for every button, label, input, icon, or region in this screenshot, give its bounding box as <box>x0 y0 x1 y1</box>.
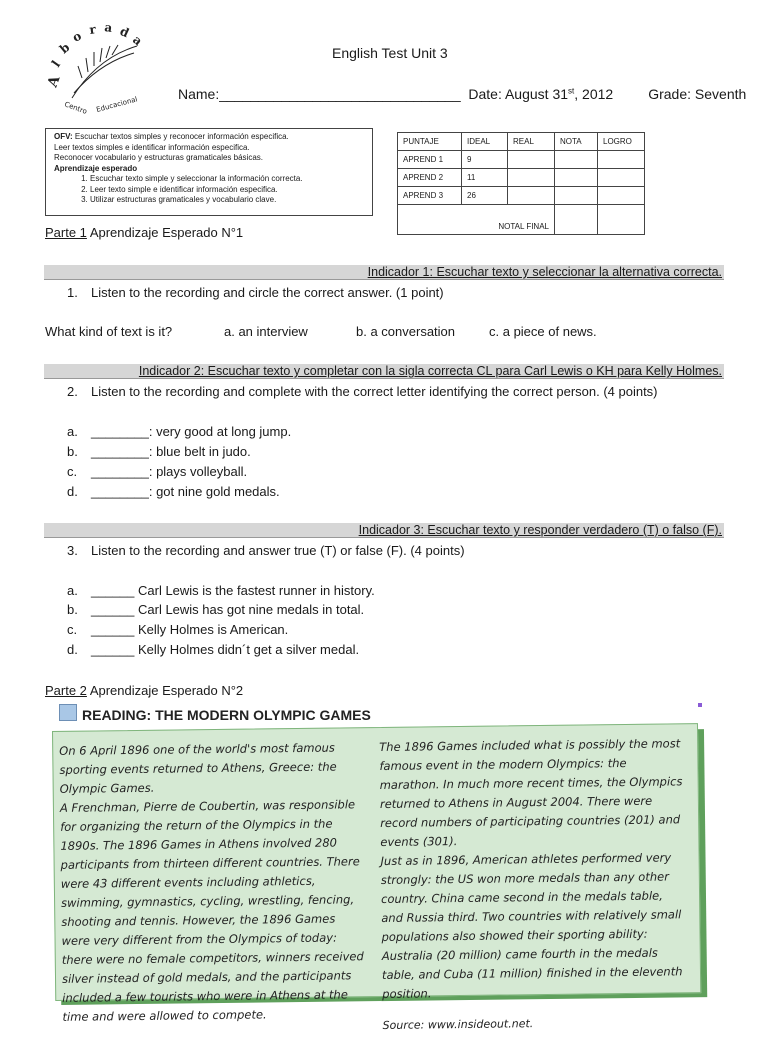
part1-heading: Parte 1 Aprendizaje Esperado N°1 <box>45 225 244 240</box>
indicator-1-bar: Indicador 1: Escuchar texto y seleccionar la alternativa correcta. <box>44 265 724 280</box>
item-letter: b. <box>67 602 78 617</box>
part2-heading: Parte 2 Aprendizaje Esperado N°2 <box>45 683 244 698</box>
table-final-row <box>398 205 645 235</box>
reading-column-1 <box>59 738 367 1027</box>
svg-text:a: a <box>103 20 114 36</box>
svg-text:Centro: Centro <box>63 100 89 116</box>
question-1-text: Listen to the recording and circle the correct answer. (1 point) <box>91 285 444 300</box>
grade-label: Grade: Seventh <box>648 86 747 102</box>
marker-dot <box>698 703 702 707</box>
indicator-3-bar: Indicador 3: Escuchar texto y responder verdadero (T) o falso (F). <box>44 523 724 538</box>
item-letter: a. <box>67 583 78 598</box>
option-c: c. a piece of news. <box>489 324 597 339</box>
item-letter: d. <box>67 484 78 499</box>
item-text: ________: very good at long jump. <box>91 424 292 439</box>
svg-text:l: l <box>48 57 64 70</box>
list-item: 2. Leer texto simple e identificar información especifica. <box>90 185 364 196</box>
indicator-2-bar: Indicador 2: Escuchar texto y completar con la sigla correcta CL para Carl Lewis o KH para Kelly Holmes. <box>44 364 724 379</box>
test-title: English Test Unit 3 <box>332 45 448 61</box>
option-b: b. a conversation <box>356 324 456 339</box>
name-blank: _______________________________ <box>219 86 461 102</box>
item-letter: c. <box>67 622 78 637</box>
item-letter: d. <box>67 642 78 657</box>
table-row: APREND 2 11 <box>398 169 645 187</box>
item-text: ________: plays volleyball. <box>91 464 248 479</box>
objectives-heading: Aprendizaje esperado <box>54 163 138 173</box>
table-row: APREND 1 9 <box>398 151 645 169</box>
item-text: ______ Kelly Holmes didn´t get a silver medal. <box>91 642 360 657</box>
date-label: Date: August 31st, 2012 <box>468 86 614 102</box>
item-letter: b. <box>67 444 78 459</box>
question-2-text: Listen to the recording and complete with the correct letter identifying the correct person. (4 points) <box>91 384 658 399</box>
option-a: a. an interview <box>224 324 308 339</box>
item-letter: a. <box>67 424 78 439</box>
reading-column-2 <box>379 734 688 1035</box>
item-letter: c. <box>67 464 78 479</box>
question-1-number: 1. <box>67 285 78 300</box>
score-table <box>397 132 645 235</box>
svg-text:a: a <box>130 32 146 49</box>
objectives-box: OFV: Escuchar textos simples y reconocer información especifica. Leer textos simples e identificar información especifica. Reconocer vocabulario y estructuras gramaticales básicas. Aprendizaje esperado 1. Escuchar texto simple y seleccionar la información correcta. 2. Leer texto simple e identificar información especifica. 3. Utilizar estructuras gramaticales y vocabulario clave. <box>45 128 373 216</box>
question-2-number: 2. <box>67 384 78 399</box>
reading-source: Source: www.insideout.net. <box>382 1017 534 1032</box>
svg-text:d: d <box>117 24 132 41</box>
item-text: ______ Carl Lewis is the fastest runner in history. <box>91 583 375 598</box>
svg-text:A: A <box>44 73 64 90</box>
student-info-line <box>178 86 746 102</box>
name-label: Name: <box>178 86 220 102</box>
list-item: 1. Escuchar texto simple y seleccionar la información correcta. <box>90 174 364 185</box>
svg-text:b: b <box>56 40 73 57</box>
question-3-text: Listen to the recording and answer true (T) or false (F). (4 points) <box>91 543 465 558</box>
final-grade-label: NOTAL FINAL <box>398 205 555 235</box>
question-1-prompt: What kind of text is it? <box>45 324 173 339</box>
item-text: ______ Carl Lewis has got nine medals in total. <box>91 602 365 617</box>
objectives-list <box>54 174 364 206</box>
svg-text:o: o <box>70 28 84 45</box>
table-header-row: PUNTAJE IDEAL REAL NOTA LOGRO <box>398 133 645 151</box>
school-logo <box>42 18 162 118</box>
reading-text-2: The 1896 Games included what is possibly the most famous event in the modern Olympics: the marathon. In much more recent times, the Olympics returned to Athens in August 2004. There were record numbers of participating countries (201) and events (301). Just as in 1896, American athletes performed very strongly: the US won more medals than any other country. China came second in the medals table, and Russia third. Two countries with relatively small populations also showed their sporting ability: Australia (20 million) came fourth in the medals table, and Cuba (11 million) finished in the eleventh position. <box>379 736 683 1001</box>
svg-text:Educacional: Educacional <box>95 95 139 114</box>
svg-text:r: r <box>88 22 97 37</box>
item-text: ________: got nine gold medals. <box>91 484 280 499</box>
reading-square-icon <box>59 704 77 721</box>
reading-panel <box>52 723 701 1032</box>
item-text: ______ Kelly Holmes is American. <box>91 622 289 637</box>
list-item: 3. Utilizar estructuras gramaticales y vocabulario clave. <box>90 195 364 206</box>
item-text: ________: blue belt in judo. <box>91 444 251 459</box>
table-row: APREND 3 26 <box>398 187 645 205</box>
reading-text-1: On 6 April 1896 one of the world's most famous sporting events returned to Athens, Greece: the Olympic Games. A Frenchman, Pierre de Coubertin, was responsible for organizing the return of the Olympics in the 1890s. The 1896 Games in Athens involved 280 participants from thirteen different countries. There were 43 different events including athletics, swimming, gymnastics, cycling, wrestling, fencing, shooting and tennis. However, the 1896 Games were very different from the Olympics of today: there were no female competitors, winners received silver instead of gold medals, and the participants included a few tourists who were in Athens at the time and were allowed to compete. <box>59 740 364 1024</box>
reading-title: READING: THE MODERN OLYMPIC GAMES <box>82 707 371 723</box>
question-3-number: 3. <box>67 543 78 558</box>
